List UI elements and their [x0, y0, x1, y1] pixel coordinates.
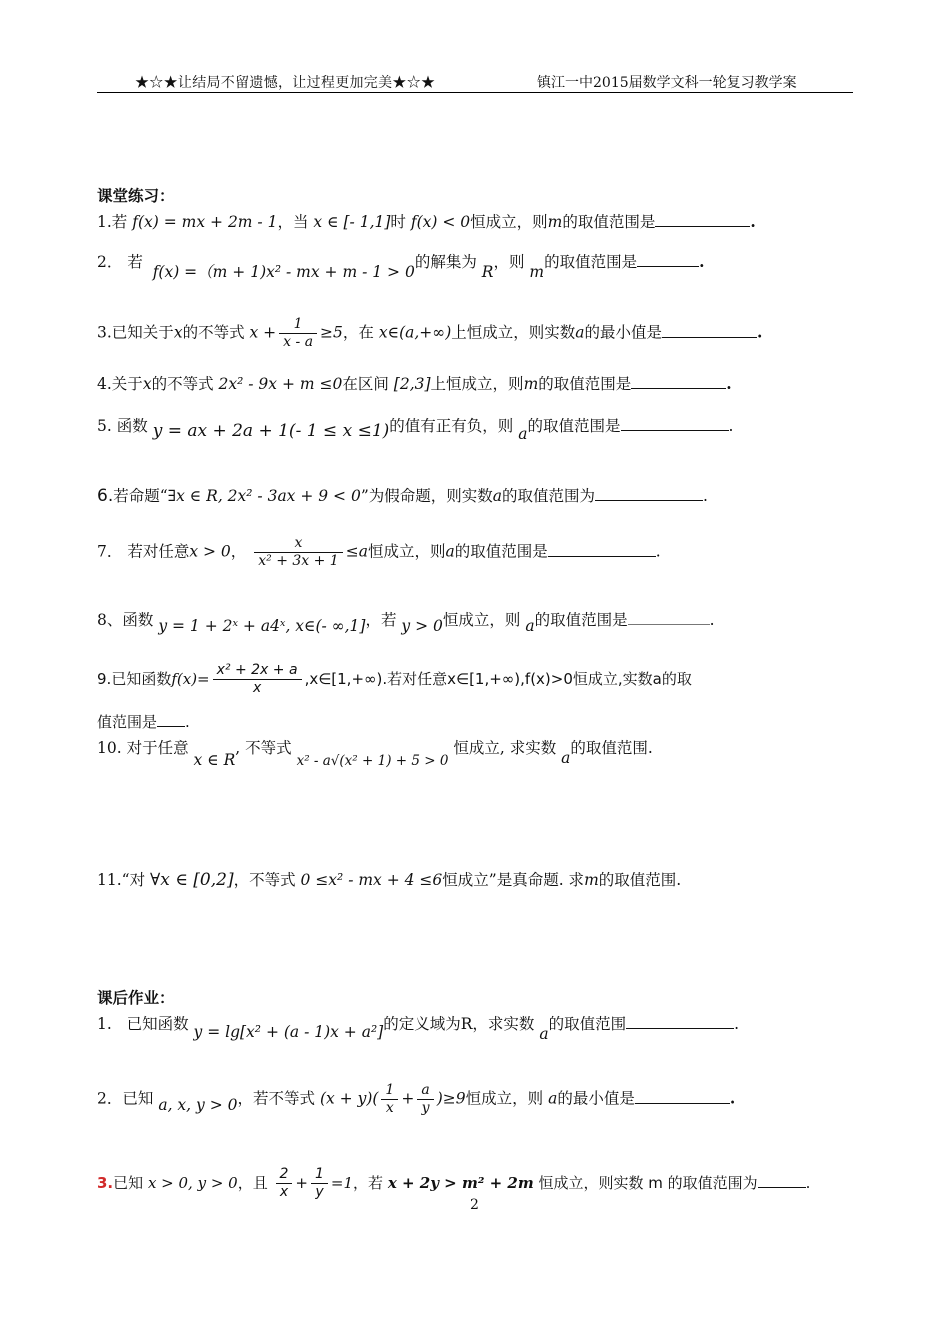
classwork-q8: 8、函数 y = 1 + 2ˣ + a4ˣ, x∈(- ∞,1]，若 y > 0恒成立，则 a的取值范围是 .	[97, 611, 715, 635]
page-header	[97, 70, 853, 93]
answer-blank	[662, 323, 757, 338]
answer-blank	[548, 542, 656, 557]
classwork-q2: 2． 若 f(x) =（m + 1)x² - mx + m - 1 > 0的解集为 R，则 m的取值范围是 .	[97, 252, 705, 281]
fraction: $\frac{2}{x}$	[276, 1166, 293, 1201]
classwork-q11: 11.“对 ∀x ∈ [0,2]，不等式 0 ≤x² - mx + 4 ≤6恒成立”是真命题. 求m的取值范围.	[97, 870, 682, 890]
header-school-title: 镇江一中2015届数学文科一轮复习教学案	[537, 75, 797, 91]
homework-title: 课后作业：	[97, 989, 175, 1007]
classwork-q6: 6.若命题“∃x ∈ R, 2x² - 3ax + 9 < 0”为假命题，则实数a的取值范围为 .	[97, 486, 708, 506]
fraction: $\frac{a}{y}$	[417, 1082, 433, 1117]
classwork-q7: 7． 若对任意x > 0， $\frac{x}{\text{x² + 3x + 1}}$ ≤a恒成立，则a的取值范围是 .	[97, 535, 661, 569]
answer-blank	[628, 610, 710, 625]
classwork-q9: 9.已知函数f(x)= $\frac{\text{x² + 2x + a}}{x}$ ,x∈[1,+∞).若对任意x∈[1,+∞),f(x)>0恒成立,实数a的取	[97, 662, 692, 696]
answer-blank	[626, 1014, 734, 1029]
answer-blank	[157, 712, 185, 727]
homework-q3: 3.已知 x > 0, y > 0，且 $\frac{2}{x}$ + $\frac{1}{y}$ =1，若 x + 2y > m² + 2m 恒成立，则实数 m 的取值范围为 .	[97, 1166, 811, 1200]
classwork-q1: 1.若 f(x) = mx + 2m - 1，当 x ∈ [- 1,1]时 f(x) < 0恒成立，则m的取值范围是 .	[97, 212, 756, 231]
answer-blank	[621, 416, 729, 431]
fraction: $\frac{1}{x - a}$	[279, 316, 317, 351]
classwork-q5: 5. 函数 y = ax + 2a + 1(- 1 ≤ x ≤1)的值有正有负，则 a的取值范围是 .	[97, 417, 734, 443]
classwork-q10: 10. 对于任意 x ∈ R, 不等式 x² - a√(x² + 1) + 5 > 0 恒成立, 求实数 a的取值范围.	[97, 739, 653, 769]
homework-q1: 1. 已知函数 y = lg[x² + (a - 1)x + a²]的定义域为R，求实数 a的取值范围 .	[97, 1015, 740, 1043]
answer-blank	[637, 252, 699, 267]
homework-q2: 2．已知 a, x, y > 0，若不等式 (x + y)( $\frac{1}{x}$ + $\frac{a}{y}$ )≥9恒成立，则 a的最小值是 .	[97, 1082, 736, 1116]
answer-blank	[655, 212, 750, 227]
answer-blank	[635, 1089, 730, 1104]
classwork-q9-cont: 值范围是 .	[97, 713, 190, 731]
fraction: $\frac{x}{\text{x² + 3x + 1}}$	[254, 535, 342, 570]
fraction: $\frac{\text{x² + 2x + a}}{x}$	[213, 662, 302, 697]
answer-blank	[631, 374, 726, 389]
page-number: 2	[470, 1197, 479, 1213]
classwork-q3: 3.已知关于x的不等式 x + $\frac{1}{x - a}$ ≥5，在 x∈(a,+∞)上恒成立，则实数a的最小值是 .	[97, 316, 763, 350]
classwork-title: 课堂练习：	[97, 187, 175, 205]
classwork-q4: 4.关于x的不等式 2x² - 9x + m ≤0在区间 [2,3]上恒成立，则m的取值范围是 .	[97, 374, 732, 393]
answer-blank	[595, 486, 703, 501]
fraction: $\frac{1}{y}$	[311, 1166, 328, 1201]
header-motto: ★☆★让结局不留遗憾，让过程更加完美★☆★	[135, 75, 436, 91]
fraction: $\frac{1}{x}$	[381, 1082, 398, 1117]
answer-blank	[758, 1173, 806, 1188]
